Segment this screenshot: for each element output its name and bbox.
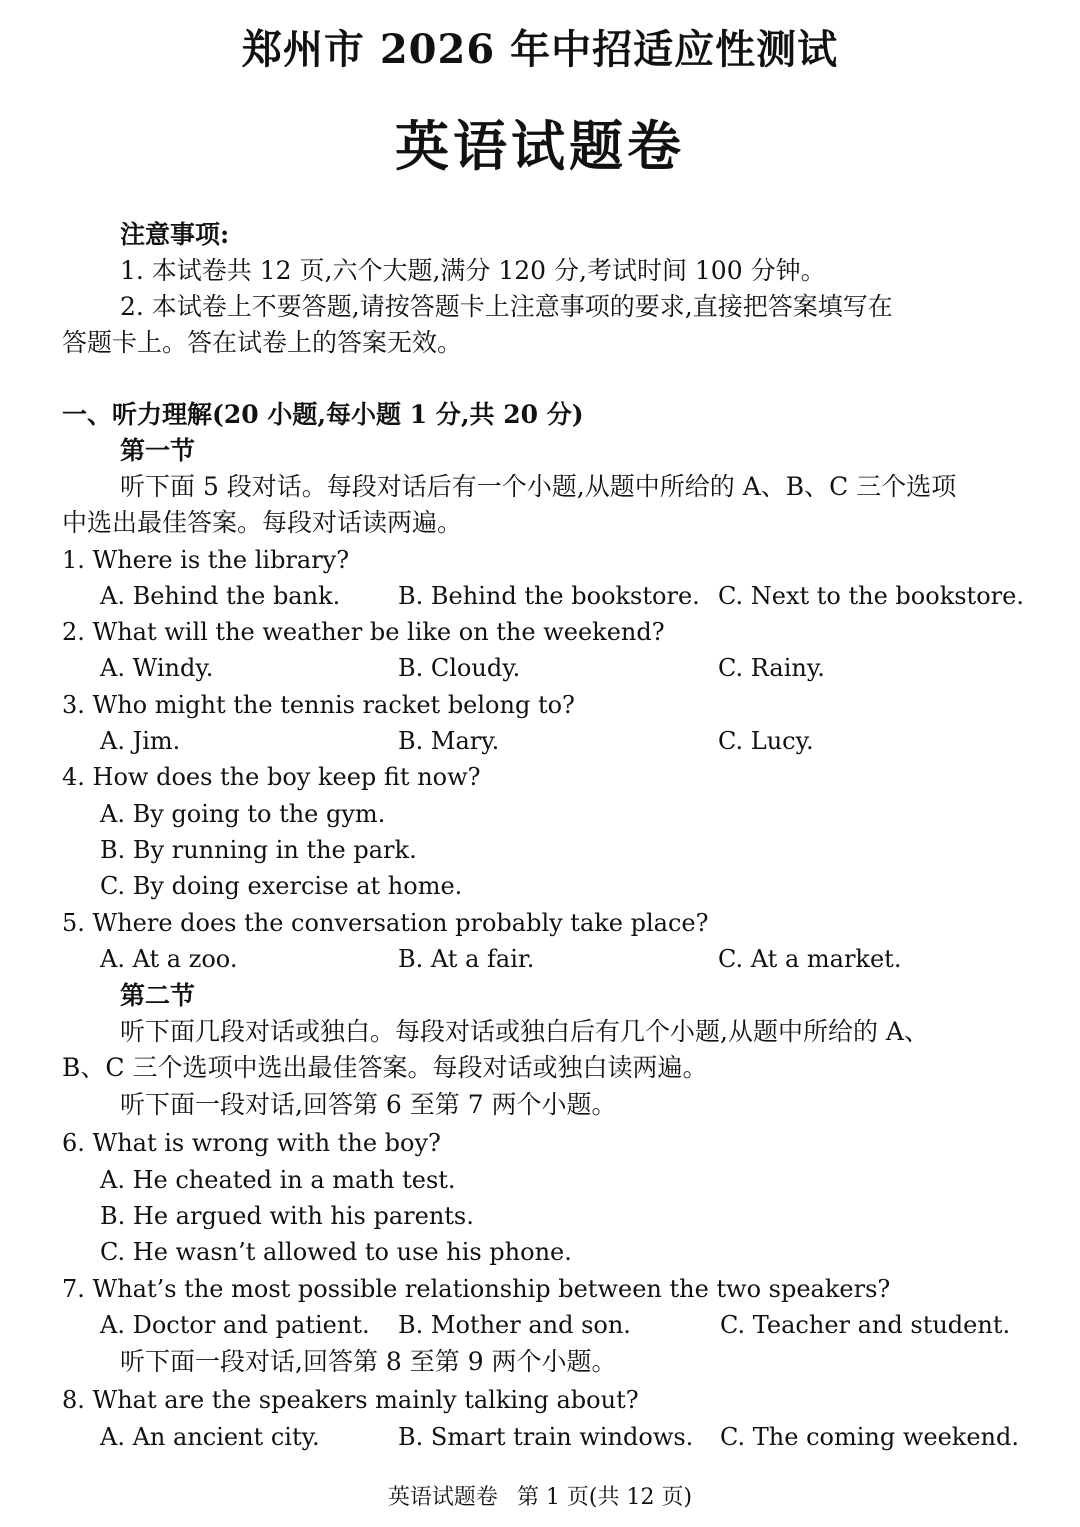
section-heading: 第二节 bbox=[120, 981, 196, 1010]
subsection-instructions: 听下面一段对话,回答第 8 至第 9 两个小题。 bbox=[120, 1347, 617, 1376]
option-c: C. Teacher and student. bbox=[720, 1311, 1011, 1339]
section-instructions-cont: B、C 三个选项中选出最佳答案。每段对话或独白读两遍。 bbox=[62, 1053, 708, 1082]
option-a: A. Doctor and patient. bbox=[100, 1311, 370, 1339]
option-b: B. Cloudy. bbox=[398, 654, 521, 682]
section-instructions-cont: 中选出最佳答案。每段对话读两遍。 bbox=[62, 508, 463, 537]
option-b: B. At a fair. bbox=[398, 945, 535, 973]
exam-subtitle: 英语试题卷 bbox=[395, 114, 685, 178]
option-c: C. Next to the bookstore. bbox=[718, 582, 1024, 610]
option-a: A. Jim. bbox=[100, 727, 181, 755]
option-a: A. Behind the bank. bbox=[100, 582, 341, 610]
option-c: C. He wasn’t allowed to use his phone. bbox=[100, 1238, 572, 1266]
option-c: C. Lucy. bbox=[718, 727, 814, 755]
question-stem: 5. Where does the conversation probably take place? bbox=[62, 909, 709, 937]
option-a: A. At a zoo. bbox=[100, 945, 238, 973]
section-heading: 第一节 bbox=[120, 436, 196, 465]
option-b: B. Smart train windows. bbox=[398, 1423, 694, 1451]
option-c: C. By doing exercise at home. bbox=[100, 872, 463, 900]
exam-title: 郑州市 2026 年中招适应性测试 bbox=[241, 26, 839, 73]
section-instructions: 听下面 5 段对话。每段对话后有一个小题,从题中所给的 A、B、C 三个选项 bbox=[120, 472, 957, 501]
question-stem: 7. What’s the most possible relationship between the two speakers? bbox=[62, 1275, 891, 1303]
question-stem: 4. How does the boy keep fit now? bbox=[62, 763, 481, 791]
page-footer bbox=[0, 1480, 1080, 1511]
question-stem: 1. Where is the library? bbox=[62, 546, 350, 574]
option-b: B. By running in the park. bbox=[100, 836, 417, 864]
notes-item-2: 2. 本试卷上不要答题,请按答题卡上注意事项的要求,直接把答案填写在 bbox=[120, 292, 893, 321]
part-heading: 一、听力理解(20 小题,每小题 1 分,共 20 分) bbox=[62, 400, 584, 429]
option-a: A. He cheated in a math test. bbox=[100, 1166, 456, 1194]
option-b: B. Mother and son. bbox=[398, 1311, 631, 1339]
option-b: B. He argued with his parents. bbox=[100, 1202, 474, 1230]
notes-item-2-cont: 答题卡上。答在试卷上的答案无效。 bbox=[62, 328, 463, 357]
question-stem: 3. Who might the tennis racket belong to? bbox=[62, 691, 575, 719]
question-stem: 8. What are the speakers mainly talking about? bbox=[62, 1386, 639, 1414]
option-c: C. At a market. bbox=[718, 945, 902, 973]
footer-exam-name: 英语试题卷 bbox=[387, 1485, 498, 1510]
option-b: B. Mary. bbox=[398, 727, 500, 755]
option-a: A. By going to the gym. bbox=[100, 800, 386, 828]
question-stem: 2. What will the weather be like on the weekend? bbox=[62, 618, 665, 646]
section-instructions: 听下面几段对话或独白。每段对话或独白后有几个小题,从题中所给的 A、 bbox=[120, 1017, 929, 1046]
option-c: C. The coming weekend. bbox=[720, 1423, 1019, 1451]
question-stem: 6. What is wrong with the boy? bbox=[62, 1129, 441, 1157]
subsection-instructions: 听下面一段对话,回答第 6 至第 7 两个小题。 bbox=[120, 1090, 617, 1119]
option-b: B. Behind the bookstore. bbox=[398, 582, 700, 610]
option-a: A. Windy. bbox=[100, 654, 214, 682]
notes-item-1: 1. 本试卷共 12 页,六个大题,满分 120 分,考试时间 100 分钟。 bbox=[120, 256, 826, 285]
notes-heading: 注意事项: bbox=[120, 220, 230, 249]
option-c: C. Rainy. bbox=[718, 654, 825, 682]
footer-page-number: 第 1 页(共 12 页) bbox=[516, 1485, 693, 1510]
option-a: A. An ancient city. bbox=[100, 1423, 320, 1451]
